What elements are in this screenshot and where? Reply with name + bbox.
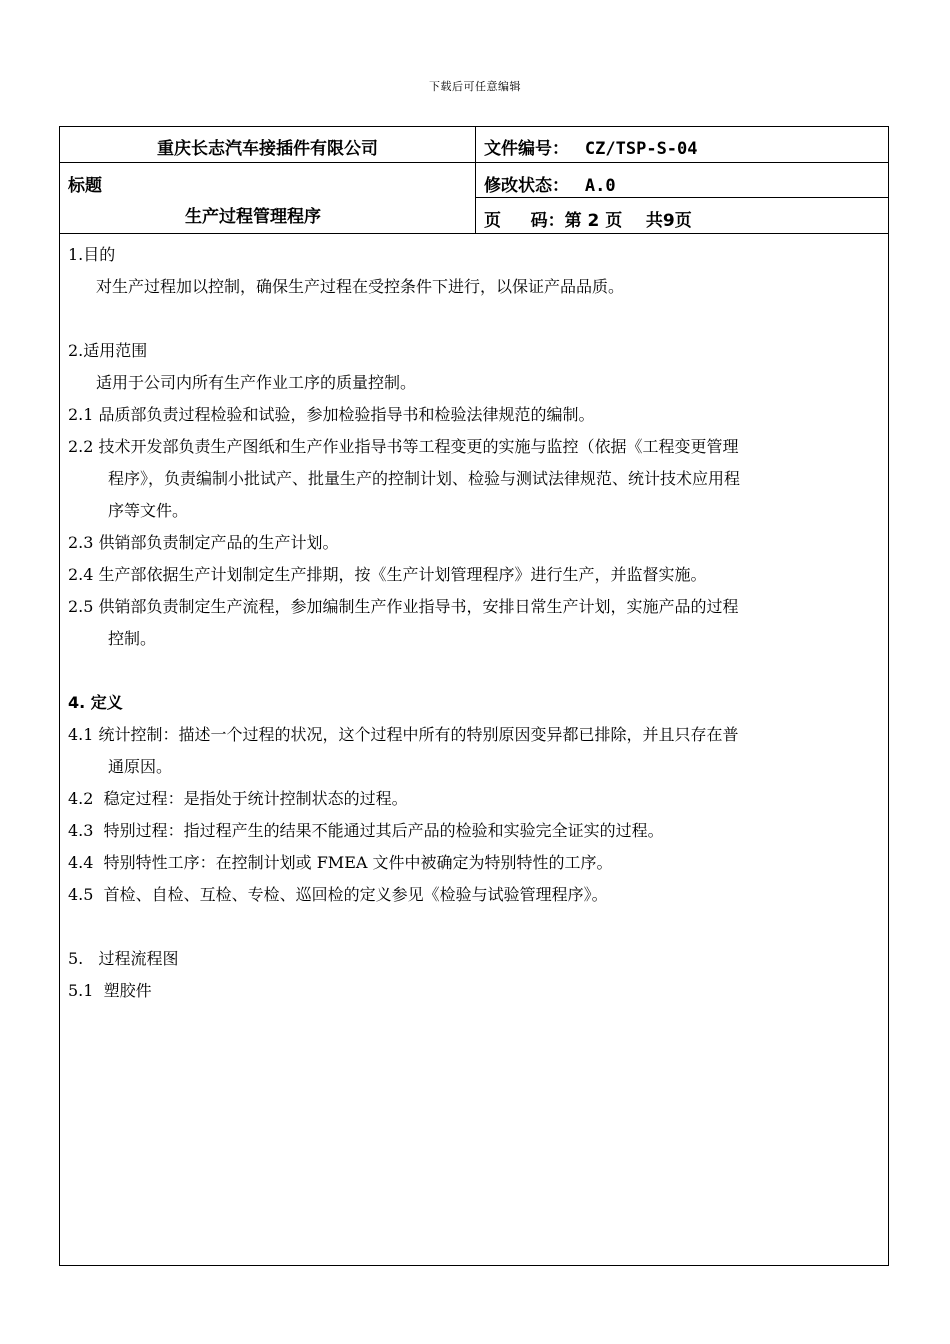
list-item: 4.5 首检、自检、互检、专检、巡回检的定义参见《检验与试验管理程序》。 — [68, 885, 608, 904]
revision-value: A.0 — [584, 176, 616, 196]
section-heading: 5. 过程流程图 — [68, 949, 179, 968]
doc-number-label: 文件编号： — [484, 139, 569, 159]
paragraph: 适用于公司内所有生产作业工序的质量控制。 — [96, 373, 417, 392]
list-item-continuation: 控制。 — [108, 629, 157, 648]
list-item: 2.1 品质部负责过程检验和试验，参加检验指导书和检验法律规范的编制。 — [68, 405, 595, 424]
revision-label: 修改状态： — [484, 176, 569, 196]
header-row-line — [476, 197, 888, 198]
document-header — [60, 127, 888, 234]
header-bottom-line — [60, 233, 888, 234]
document-title: 生产过程管理程序 — [185, 207, 321, 227]
section-heading: 1.目的 — [68, 245, 116, 264]
doc-number-field — [484, 134, 698, 159]
list-item: 4.3 特别过程：指过程产生的结果不能通过其后产品的检验和实验完全证实的过程。 — [68, 821, 664, 840]
doc-number-value: CZ/TSP-S-04 — [584, 139, 698, 159]
revision-field — [484, 171, 616, 196]
page-field — [484, 206, 692, 231]
title-label: 标题 — [68, 176, 102, 196]
section-heading: 4. 定义 — [68, 693, 123, 712]
list-item-continuation: 通原因。 — [108, 757, 173, 776]
page-value: 第 2 页 共9页 — [564, 211, 692, 231]
list-item: 2.5 供销部负责制定生产流程，参加编制生产作业指导书，安排日常生产计划，实施产品的过程 — [68, 597, 739, 616]
list-item-continuation: 程序》，负责编制小批试产、批量生产的控制计划、检验与测试法律规范、统计技术应用程 — [108, 469, 741, 488]
watermark-text: 下载后可任意编辑 — [429, 80, 521, 93]
list-item: 2.3 供销部负责制定产品的生产计划。 — [68, 533, 339, 552]
list-item: 2.2 技术开发部负责生产图纸和生产作业指导书等工程变更的实施与监控（依据《工程变更管理 — [68, 437, 739, 456]
paragraph: 对生产过程加以控制，确保生产过程在受控条件下进行，以保证产品品质。 — [96, 277, 625, 296]
list-item: 2.4 生产部依据生产计划制定生产排期，按《生产计划管理程序》进行生产，并监督实施。 — [68, 565, 707, 584]
document-body — [68, 239, 883, 1007]
page-label: 页 码： — [484, 211, 565, 231]
company-name: 重庆长志汽车接插件有限公司 — [157, 139, 378, 159]
list-item: 4.1 统计控制：描述一个过程的状况，这个过程中所有的特别原因变异都已排除，并且只存在普 — [68, 725, 739, 744]
document-frame — [59, 126, 889, 1266]
header-row-line — [60, 162, 888, 163]
list-item: 4.2 稳定过程：是指处于统计控制状态的过程。 — [68, 789, 408, 808]
list-item: 4.4 特别特性工序：在控制计划或 FMEA 文件中被确定为特别特性的工序。 — [68, 853, 613, 872]
header-divider — [475, 127, 476, 234]
list-item-continuation: 序等文件。 — [108, 501, 189, 520]
section-heading: 2.适用范围 — [68, 341, 148, 360]
list-item: 5.1 塑胶件 — [68, 981, 152, 1000]
